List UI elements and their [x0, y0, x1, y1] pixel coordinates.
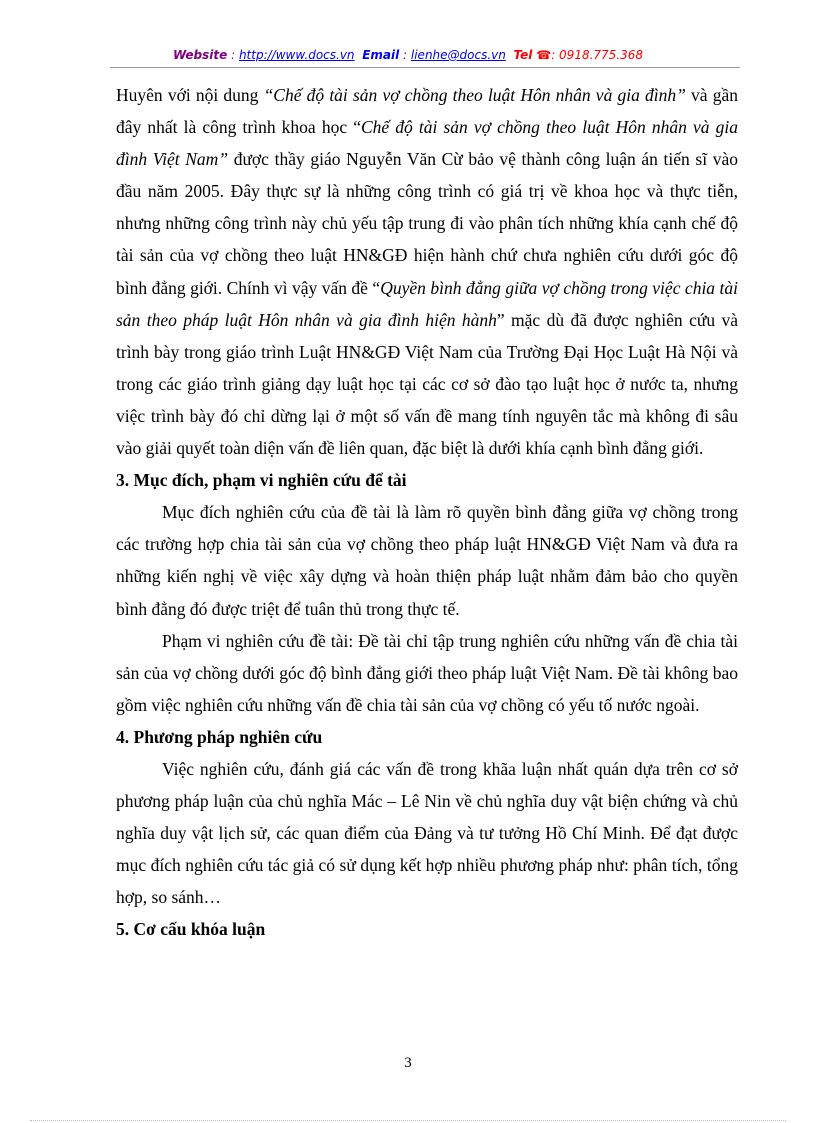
email-link[interactable]: lienhe@docs.vn	[410, 48, 506, 62]
section-heading: 4. Phương pháp nghiên cứu	[116, 726, 323, 747]
website-link[interactable]: http://www.docs.vn	[238, 48, 355, 62]
paragraph: Huyên với nội dung “Chế độ tài sản vợ chồng theo luật Hôn nhân và gia đình” và gần đây nhất là công trình khoa học “Chế độ tài sản vợ chồng theo luật Hôn nhân và gia đình Việt Nam” được thầy giáo Nguyễn Văn Cừ bảo vệ thành công luận án tiến sĩ vào đầu năm 2005. Đây thực sự là những công trình có giá trị về khoa học và thực tiễn, nhưng những công trình này chủ yếu tập trung đi vào phân tích những khía cạnh chế độ tài sản của vợ chồng theo luật HN&GĐ hiện hành chứ chưa nghiên cứu dưới góc độ bình đẳng giới. Chính vì vậy vấn đề “Quyền bình đẳng giữa vợ chồng trong việc chia tài sản theo pháp luật Hôn nhân và gia đình hiện hành” mặc dù đã được nghiên cứu và trình bày trong giáo trình Luật HN&GĐ Việt Nam của Trường Đại Học Luật Hà Nội và trong các giáo trình giảng dạy luật học tại các cơ sở đào tạo luật học ở nước ta, nhưng việc trình bày đó chỉ dừng lại ở một số vấn đề mang tính nguyên tắc mà không đi sâu vào giải quyết toàn diện vấn đề liên quan, đặc biệt là dưới khía cạnh bình đẳng giới.	[116, 85, 738, 459]
phone-number: : 0918.775.368	[551, 48, 644, 62]
header-separator: :	[227, 48, 239, 62]
paragraph: Việc nghiên cứu, đánh giá các vấn đề trong khãa luận nhất quán dựa trên cơ sở phương pháp luận của chủ nghĩa Mác – Lê Nin về chủ nghĩa duy vật biện chứng và chủ nghĩa duy vật lịch sử, các quan điểm của Đảng và tư tưởng Hồ Chí Minh. Để đạt được mục đích nghiên cứu tác giả có sử dụng kết hợp nhiều phương pháp như: phân tích, tổng hợp, so sánh…	[116, 758, 738, 908]
email-label: Email	[362, 48, 400, 62]
header-divider	[110, 67, 740, 68]
section-heading: 5. Cơ cấu khóa luận	[116, 919, 266, 940]
website-label: Website	[172, 48, 228, 62]
section-heading: 3. Mục đích, phạm vi nghiên cứu để tài	[116, 470, 407, 491]
document-body	[116, 79, 738, 946]
phone-icon: ☎	[536, 48, 552, 62]
tel-label: Tel	[513, 48, 533, 62]
page-header	[0, 48, 816, 62]
paragraph: Mục đích nghiên cứu của đề tài là làm rõ quyền bình đẳng giữa vợ chồng trong các trường hợp chia tài sản của vợ chồng theo pháp luật HN&GĐ Việt Nam và đưa ra những kiến nghị về việc xây dựng và hoàn thiện pháp luật nhằm đảm bảo cho quyền bình đẳng đó được triệt để tuân thủ trong thực tế.	[116, 502, 738, 619]
header-separator: :	[399, 48, 411, 62]
page-bottom-border	[30, 1120, 786, 1121]
paragraph: Phạm vi nghiên cứu đề tài: Đề tài chỉ tập trung nghiên cứu những vấn đề chia tài sản của vợ chồng dưới góc độ bình đẳng giới theo pháp luật Việt Nam. Đề tài không bao gồm việc nghiên cứu những vấn đề chia tài sản của vợ chồng có yếu tố nước ngoài.	[116, 630, 738, 715]
page-number: 3	[404, 1055, 412, 1071]
